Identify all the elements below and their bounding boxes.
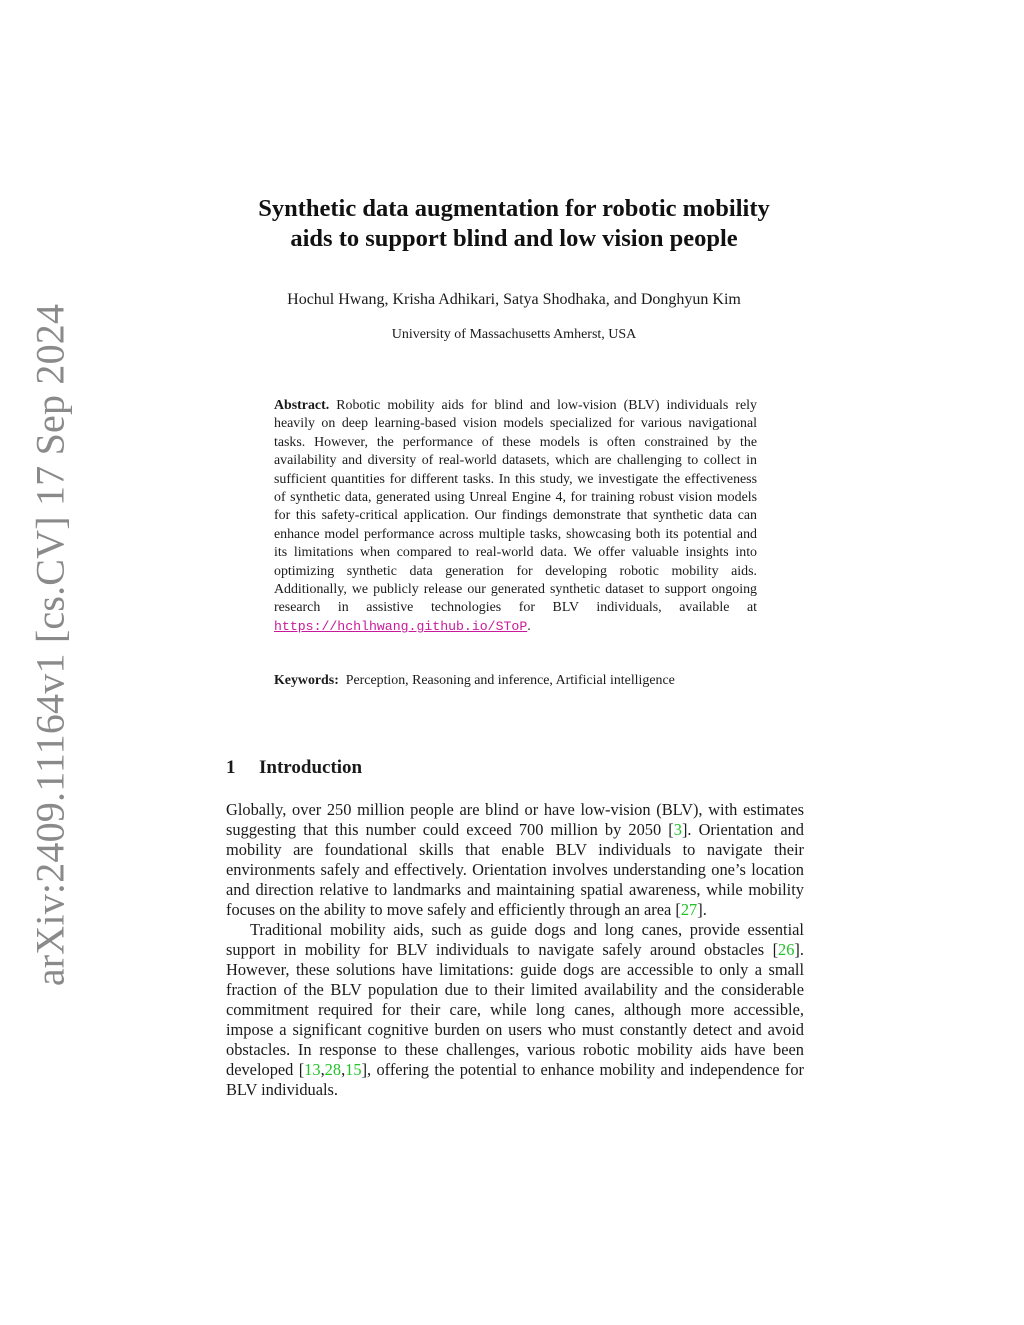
keywords [274,672,774,690]
text-span: . However, these solutions have limitations: guide dogs are accessible to only a small fraction of the BLV population due to their limited availability and the considerable commitment required for their care, while long canes, although more accessible, impose a significant cognitive burden on users who must constantly detect and avoid obstacles. In response to these challenges, various robotic mobility aids have been developed [226,940,804,1079]
text-span: , offering the potential to enhance mobility and independence for BLV individuals. [226,1060,804,1099]
paragraph-2 [226,920,804,1100]
abstract-label: Abstract. [274,398,330,413]
citation-link[interactable]: 3 [673,820,682,839]
citation: [26] [772,940,800,959]
citation: [27] [675,900,703,919]
abstract [274,397,757,636]
author-list: Hochul Hwang, Krisha Adhikari, Satya Shodhaka, and Donghyun Kim [287,291,741,308]
citation-link[interactable]: 28 [324,1060,342,1079]
citation-link[interactable]: 27 [680,900,698,919]
citation-link[interactable]: 26 [778,940,795,959]
abstract-text: Robotic mobility aids for blind and low-vision (BLV) individuals rely heavily on deep learning-based vision models specialized for various navigational tasks. However, the performance of these models is often constrained by the availability and diversity of real-world datasets, which are challenging to collect in sufficient quantities for different tasks. In this study, we investigate the effectiveness of synthetic data, generated using Unreal Engine 4, for training robust vision models for this safety-critical application. Our findings demonstrate that synthetic data can enhance model performance across multiple tasks, showcasing both its potential and its limitations when compared to real-world data. We offer valuable insights into optimizing synthetic data generation for developing robotic mobility aids. Additionally, we publicly release our generated synthetic dataset to support ongoing research in assistive technologies for BLV individuals, available at [274,398,757,616]
arxiv-identifier-stamp: arXiv:2409.11164v1 [cs.CV] 17 Sep 2024 [27,303,73,987]
title-line-2: aids to support blind and low vision people [290,225,738,252]
text-span: . Orientation and mobility are foundational skills that enable BLV individuals to navigate their environments safely and effectively. Orientation involves understanding one’s location and direction relative to landmarks and maintaining spatial awareness, while mobility focuses on the ability to move safely and efficiently through an area [226,820,804,919]
section-number: 1 [226,757,236,778]
abstract-end: . [527,618,531,634]
citation-link[interactable]: 13 [304,1060,321,1079]
affiliation: University of Massachusetts Amherst, USA [391,327,637,342]
section-heading-introduction [226,756,362,780]
text-span: . [702,900,707,919]
citation: [13,28,15] [298,1060,368,1079]
introduction-body [226,800,804,1100]
keywords-text: Perception, Reasoning and inference, Artificial intelligence [345,673,675,688]
text-span: Globally, over 250 million people are blind or have low-vision (BLV), with estimates suggesting that this number could exceed 700 million by 2050 [226,800,804,839]
paragraph-1 [226,800,804,920]
section-title: Introduction [259,757,363,778]
text-span: Traditional mobility aids, such as guide dogs and long canes, provide essential support in mobility for BLV individuals to navigate safely around obstacles [226,920,804,959]
title-line-1: Synthetic data augmentation for robotic mobility [258,195,770,222]
citation: [3] [668,820,688,839]
dataset-link[interactable]: https://hchlhwang.github.io/SToP [274,618,528,634]
paper-title [222,194,806,254]
citation-link[interactable]: 15 [345,1060,362,1079]
keywords-label: Keywords: [274,673,339,688]
